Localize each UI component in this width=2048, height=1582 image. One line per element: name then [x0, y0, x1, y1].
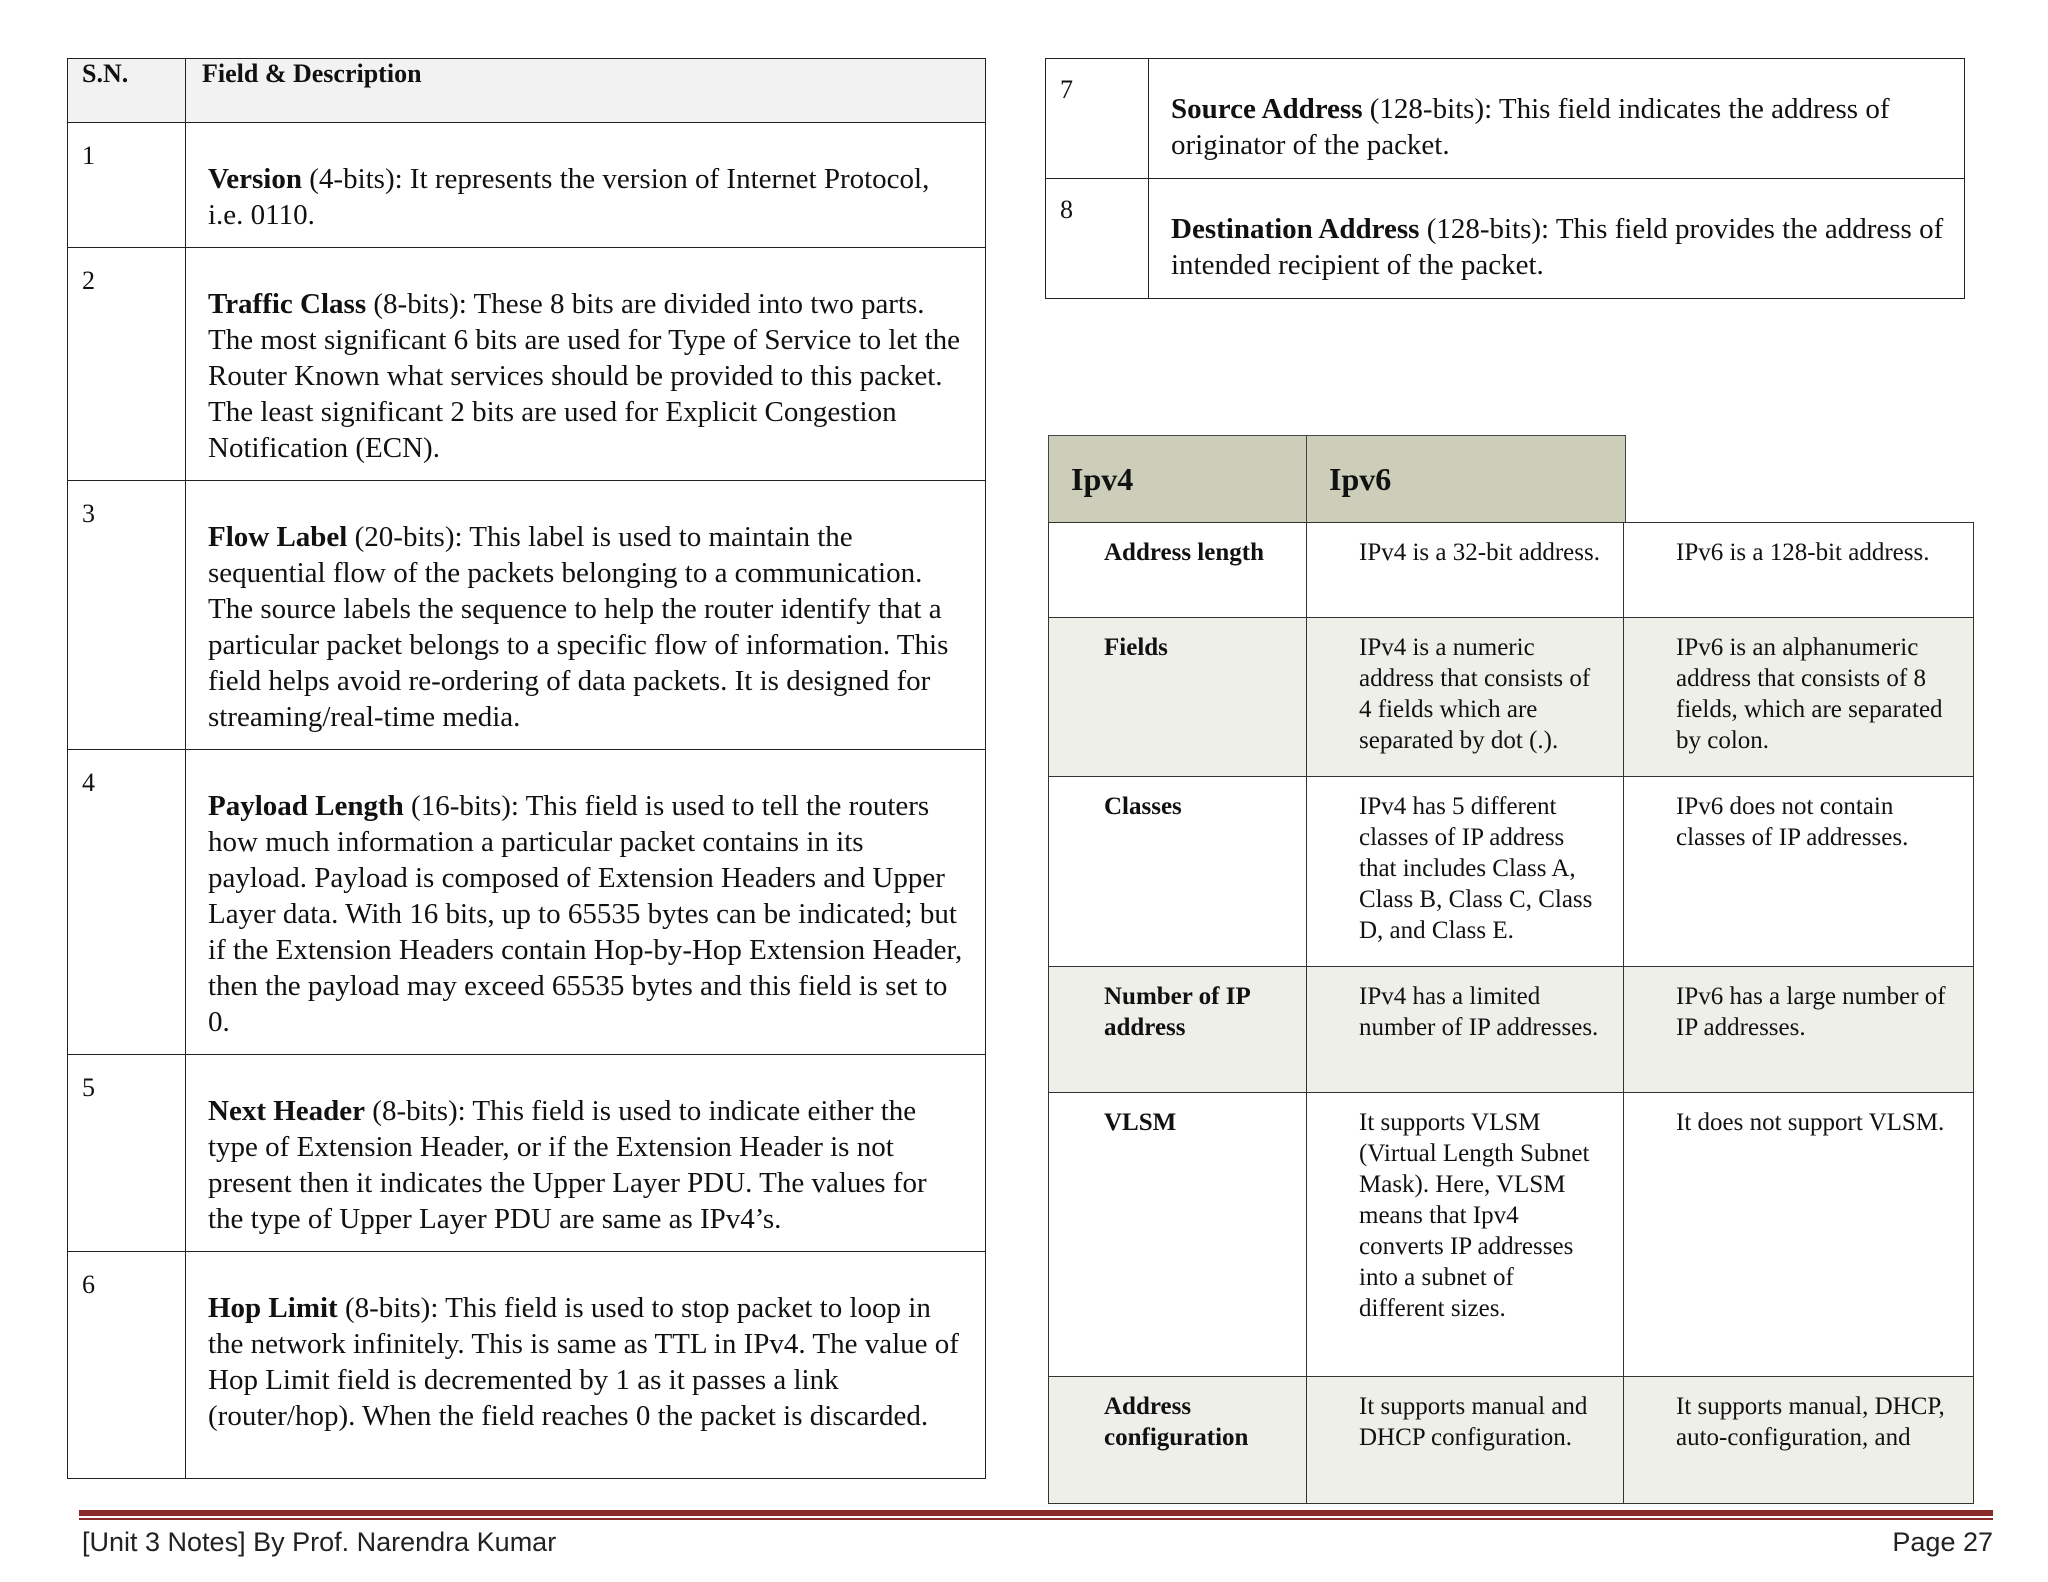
- footer-title: [Unit 3 Notes] By Prof. Narendra Kumar: [82, 1527, 557, 1557]
- ipv4-cell: IPv4 has a limited number of IP addresses.: [1307, 967, 1624, 1093]
- ipv4-ipv6-comparison-table: [1048, 522, 1974, 1504]
- sn-header: S.N.: [68, 59, 186, 123]
- row-number: 6: [68, 1252, 186, 1479]
- feature-cell: Number of IP address: [1049, 967, 1307, 1093]
- feature-cell: VLSM: [1049, 1093, 1307, 1377]
- field-text: (4-bits): It represents the version of Internet Protocol, i.e. 0110.: [208, 163, 930, 231]
- ipv4-cell: It supports manual and DHCP configuration.: [1307, 1377, 1624, 1504]
- row-number: 1: [68, 123, 186, 248]
- ipv6-header: Ipv6: [1329, 461, 1392, 497]
- ipv6-cell: IPv6 is a 128-bit address.: [1624, 523, 1974, 618]
- row-number: 5: [68, 1055, 186, 1252]
- ipv4-cell: IPv4 has 5 different classes of IP address that includes Class A, Class B, Class C, Class D, and Class E.: [1307, 777, 1624, 967]
- comparison-row: [1049, 618, 1974, 777]
- comparison-row: [1049, 1093, 1974, 1377]
- comparison-row: [1049, 967, 1974, 1093]
- field-name: Hop Limit: [208, 1292, 338, 1324]
- ipv6-cell: IPv6 has a large number of IP addresses.: [1624, 967, 1974, 1093]
- field-name: Source Address: [1171, 93, 1363, 125]
- ipv4-header: Ipv4: [1049, 436, 1307, 522]
- ipv6-cell: It does not support VLSM.: [1624, 1093, 1974, 1377]
- field-name: Destination Address: [1171, 213, 1420, 245]
- feature-cell: Classes: [1049, 777, 1307, 967]
- comparison-row: [1049, 777, 1974, 967]
- field-text: (8-bits): This field is used to stop packet to loop in the network infinitely. This is same as TTL in IPv4. The value of Hop Limit field is decremented by 1 as it passes a link (router/hop). When the field reaches 0 the packet is discarded.: [208, 1292, 959, 1432]
- footer-rule-thin: [79, 1518, 1993, 1520]
- field-description: [186, 1055, 986, 1252]
- row-number: 2: [68, 248, 186, 481]
- field-name: Version: [208, 163, 302, 195]
- ipv4-cell: IPv4 is a numeric address that consists of 4 fields which are separated by dot (.).: [1307, 618, 1624, 777]
- row-number: 4: [68, 750, 186, 1055]
- ipv6-cell: It supports manual, DHCP, auto-configuration, and: [1624, 1377, 1974, 1504]
- table-row: [1046, 59, 1965, 179]
- table-row: [68, 248, 986, 481]
- field-description: [186, 750, 986, 1055]
- field-description: [1149, 59, 1965, 179]
- field-text: (16-bits): This field is used to tell the routers how much information a particular packet contains in its payload. Payload is composed of Extension Headers and Upper Layer data. With 16 bits, up to 65535 bytes can be indicated; but if the Extension Headers contain Hop-by-Hop Extension Header, then the payload may exceed 65535 bytes and this field is set to 0.: [208, 790, 963, 1038]
- feature-cell: Fields: [1049, 618, 1307, 777]
- ipv6-cell: IPv6 does not contain classes of IP addresses.: [1624, 777, 1974, 967]
- table-row: [68, 123, 986, 248]
- field-description: [186, 1252, 986, 1479]
- field-text: (20-bits): This label is used to maintain the sequential flow of the packets belonging to a communication. The source labels the sequence to help the router identify that a particular packet belongs to a specific flow of information. This field helps avoid re-ordering of data packets. It is designed for streaming/real-time media.: [208, 521, 949, 733]
- table-row: [68, 750, 986, 1055]
- table-row: [1046, 179, 1965, 299]
- ipv4-cell: IPv4 is a 32-bit address.: [1307, 523, 1624, 618]
- ipv4-cell: It supports VLSM (Virtual Length Subnet Mask). Here, VLSM means that Ipv4 converts IP addresses into a subnet of different sizes.: [1307, 1093, 1624, 1377]
- field-text: (128-bits): This field provides the address of intended recipient of the packet.: [1171, 213, 1944, 281]
- table-row: [68, 481, 986, 750]
- field-text: (8-bits): These 8 bits are divided into two parts. The most significant 6 bits are used for Type of Service to let the Router Known what services should be provided to this packet. The least significant 2 bits are used for Explicit Congestion Notification (ECN).: [208, 288, 961, 464]
- page-number: Page 27: [1892, 1527, 1993, 1557]
- ipv6-cell: IPv6 is an alphanumeric address that consists of 8 fields, which are separated by colon.: [1624, 618, 1974, 777]
- field-description: [186, 481, 986, 750]
- table-header-row: [68, 59, 986, 123]
- field-name: Traffic Class: [208, 288, 367, 320]
- field-description: [186, 123, 986, 248]
- row-number: 8: [1046, 179, 1149, 299]
- ipv6-fields-table: [67, 58, 986, 1479]
- comparison-row: [1049, 1377, 1974, 1504]
- field-name: Payload Length: [208, 790, 404, 822]
- field-text: (128-bits): This field indicates the address of originator of the packet.: [1171, 93, 1890, 161]
- field-description: [1149, 179, 1965, 299]
- row-number: 3: [68, 481, 186, 750]
- row-number: 7: [1046, 59, 1149, 179]
- field-name: Next Header: [208, 1095, 366, 1127]
- comparison-header: [1048, 435, 1626, 523]
- table-row: [68, 1252, 986, 1479]
- feature-cell: Address configuration: [1049, 1377, 1307, 1504]
- field-description-header: Field & Description: [186, 59, 986, 123]
- field-text: (8-bits): This field is used to indicate either the type of Extension Header, or if the Extension Header is not present then it indicates the Upper Layer PDU. The values for the type of Upper Layer PDU are same as IPv4’s.: [208, 1095, 927, 1235]
- ipv6-fields-table-continued: [1045, 58, 1965, 299]
- feature-cell: Address length: [1049, 523, 1307, 618]
- field-name: Flow Label: [208, 521, 348, 553]
- comparison-row: [1049, 523, 1974, 618]
- table-row: [68, 1055, 986, 1252]
- field-description: [186, 248, 986, 481]
- footer-rule: [79, 1510, 1993, 1516]
